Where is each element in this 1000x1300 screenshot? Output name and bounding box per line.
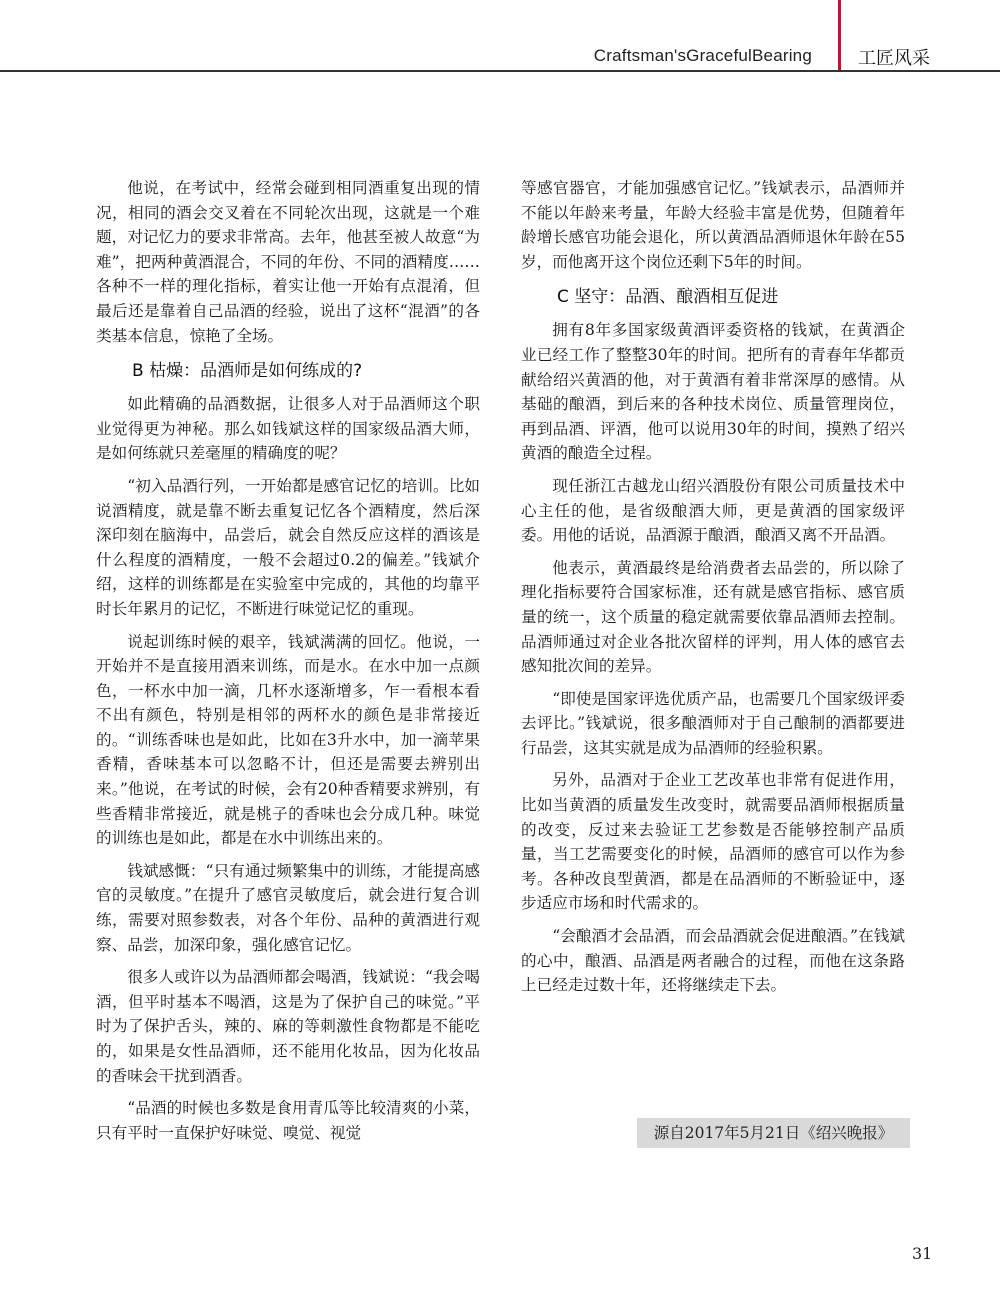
header-section-title: 工匠风采 — [858, 48, 930, 69]
header-english-title: Craftsman'sGracefulBearing — [593, 46, 812, 65]
page-header — [0, 0, 1000, 72]
left-column — [96, 176, 480, 1153]
paragraph: “会酿酒才会品酒，而会品酒就会促进酿酒。”在钱斌的心中，酿酒、品酒是两者融合的过程，而他在这条路上已经走过数十年，还将继续走下去。 — [521, 927, 905, 995]
paragraph: 另外，品酒对于企业工艺改革也非常有促进作用，比如当黄酒的质量发生改变时，就需要品酒师根据质量的改变，反过来去验证工艺参数是否能够控制产品质量，当工艺需要变化的时候，品酒师的感官可以作为参考。各种改良型黄酒，都是在品酒师的不断验证中，逐步适应市场和时代需求的。 — [521, 771, 905, 913]
paragraph: 如此精确的品酒数据，让很多人对于品酒师这个职业觉得更为神秘。那么如钱斌这样的国家级品酒大师，是如何练就只差毫厘的精确度的呢？ — [96, 395, 480, 463]
header-accent-bar — [838, 0, 841, 70]
paragraph: “品酒的时候也多数是食用青瓜等比较清爽的小菜，只有平时一直保护好味觉、嗅觉、视觉 — [96, 1099, 480, 1142]
paragraph-continued: 等感官器官，才能加强感官记忆。”钱斌表示，品酒师并不能以年龄来考量，年龄大经验丰富是优势，但随着年龄增长感官功能会退化，所以黄酒品酒师退休年龄在55岁，而他离开这个岗位还剩下5年的时间。 — [521, 179, 905, 271]
header-rule — [0, 70, 1000, 72]
paragraph: “初入品酒行列，一开始都是感官记忆的培训。比如说酒精度，就是靠不断去重复记忆各个酒精度，然后深深印刻在脑海中，品尝后，就会自然反应这样的酒该是什么程度的酒精度，一般不会超过0.2的偏差。”钱斌介绍，这样的训练都是在实验室中完成的，其他的均靠平时长年累月的记忆，不断进行味觉记忆的重现。 — [96, 476, 480, 618]
paragraph: 他说，在考试中，经常会碰到相同酒重复出现的情况，相同的酒会交叉着在不同轮次出现，这就是一个难题，对记忆力的要求非常高。去年，他甚至被人故意“为难”，把两种黄酒混合，不同的年份、不同的酒精度……各种不一样的理化指标，着实让他一开始有点混淆，但最后还是靠着自己品酒的经验，说出了这杯“混酒”的各类基本信息，惊艳了全场。 — [96, 179, 480, 345]
paragraph: “即使是国家评选优质产品，也需要几个国家级评委去评比。”钱斌说，很多酿酒师对于自己酿制的酒都要进行品尝，这其实就是成为品酒师的经验积累。 — [521, 689, 905, 757]
section-heading-b: B 枯燥：品酒师是如何练成的? — [132, 361, 363, 382]
paragraph: 说起训练时候的艰辛，钱斌满满的回忆。他说，一开始并不是直接用酒来训练，而是水。在水中加一点颜色，一杯水中加一滴，几杯水逐渐增多，乍一看根本看不出有颜色，特别是相邻的两杯水的颜色是非常接近的。“训练香味也是如此，比如在3升水中，加一滴苹果香精，香味基本可以忽略不计，但还是需要去辨别出来。”他说，在考试的时候，会有20种香精要求辨别，有些香精非常接近，就是桃子的香味也会分成几种。味觉的训练也是如此，都是在水中训练出来的。 — [96, 632, 480, 848]
paragraph: 他表示，黄酒最终是给消费者去品尝的，所以除了理化指标要符合国家标准，还有就是感官指标、感官质量的统一，这个质量的稳定就需要依靠品酒师去控制。品酒师通过对企业各批次留样的评判，用人体的感官去感知批次间的差异。 — [521, 558, 905, 676]
paragraph: 很多人或许以为品酒师都会喝酒，钱斌说：“我会喝酒，但平时基本不喝酒，这是为了保护自己的味觉。”平时为了保护舌头，辣的、麻的等刺激性食物都是不能吃的，如果是女性品酒师，还不能用化妆品，因为化妆品的香味会干扰到酒香。 — [96, 968, 480, 1085]
page-number: 31 — [912, 1244, 933, 1263]
paragraph: 拥有8年多国家级黄酒评委资格的钱斌，在黄酒企业已经工作了整整30年的时间。把所有的青春年华都贡献给绍兴黄酒的他，对于黄酒有着非常深厚的感情。从基础的酿酒，到后来的各种技术岗位、质量管理岗位，再到品酒、评酒，他可以说用30年的时间，摸熟了绍兴黄酒的酿造全过程。 — [521, 321, 905, 463]
source-citation: 源自2017年5月21日《绍兴晚报》 — [637, 1118, 910, 1148]
paragraph: 现任浙江古越龙山绍兴酒股份有限公司质量技术中心主任的他，是省级酿酒大师，更是黄酒的国家级评委。用他的话说，品酒源于酿酒，酿酒又离不开品酒。 — [521, 476, 905, 545]
section-heading-c: C 坚守：品酒、酿酒相互促进 — [557, 287, 779, 308]
paragraph: 钱斌感慨：“只有通过频繁集中的训练，才能提高感官的灵敏度。”在提升了感官灵敏度后，就会进行复合训练，需要对照参数表，对各个年份、品种的黄酒进行观察、品尝，加深印象，强化感官记忆。 — [96, 861, 480, 954]
right-column — [521, 176, 905, 1006]
